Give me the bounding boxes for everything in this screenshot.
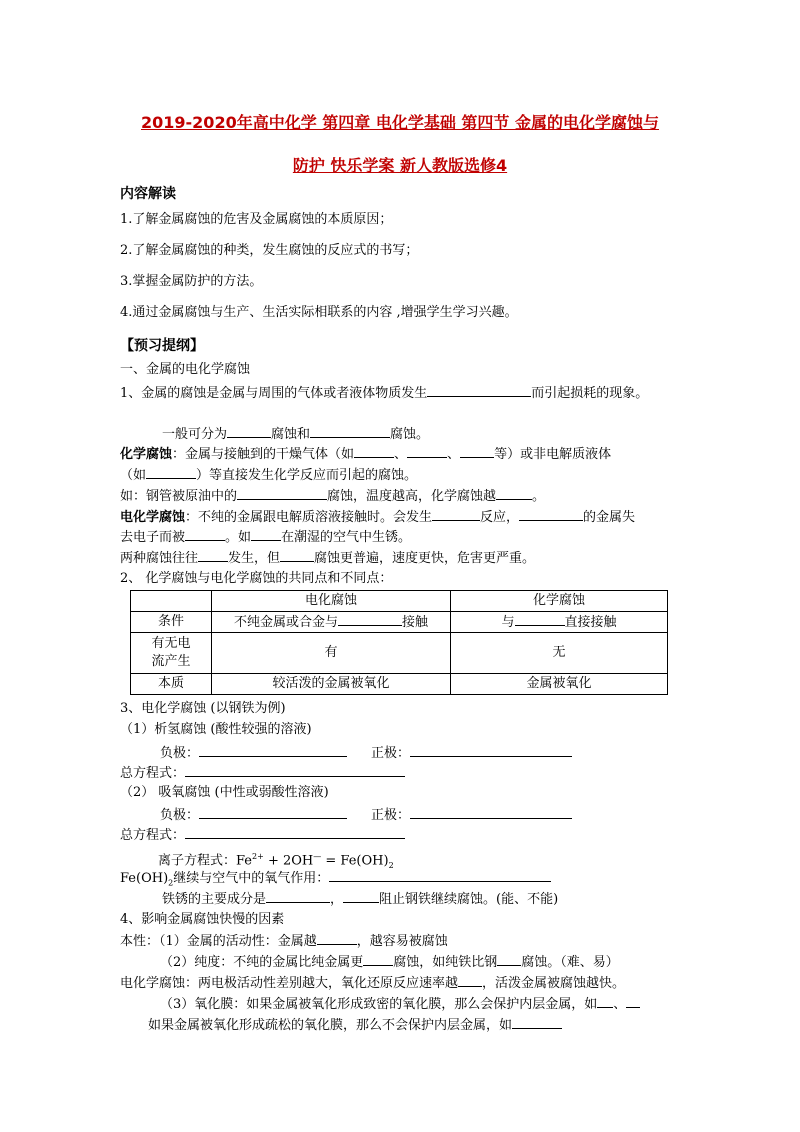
table-header-row [131,591,668,612]
both-line [120,549,535,568]
ec-text-a: 电化学腐蚀：两电极活动性差别越大，氧化还原反应速率越 [120,976,459,991]
general-text-c: 腐蚀。 [390,427,430,442]
h-pos-blank[interactable] [410,744,572,757]
rust-text-a: 铁锈的主要成分是 [162,892,267,907]
example-text-c: 。 [532,489,546,504]
example-blank-1[interactable] [237,487,327,500]
content-item-2: 2.了解金属腐蚀的种类，发生腐蚀的反应式的书写； [120,243,419,258]
elec2-text-a: 去电子而被 [120,530,186,545]
elec-corrosion-label: 电化学腐蚀 [120,510,186,525]
o-total-blank[interactable] [185,826,405,839]
feoh-blank[interactable] [329,869,551,882]
general-blank-2[interactable] [310,425,390,438]
example-text-b: 腐蚀，温度越高，化学腐蚀越 [327,489,497,504]
comparison-table [130,590,668,695]
example-blank-2[interactable] [496,487,532,500]
q3-heading: 3、电化学腐蚀 (以钢铁为例) [120,701,286,716]
elec2-text-b: 。如 [225,530,252,545]
current-label-2: 流产生 [151,654,191,669]
elec-text-c: 的金属失 [583,510,636,525]
table-cell-chem-current: 无 [451,633,668,674]
chem-corrosion-line-2 [120,466,417,485]
general-text-a: 一般可分为 [162,427,228,442]
nature-text-a: 本性：（1）金属的活动性：金属越 [120,934,317,949]
chem2-text-a: （如 [120,468,147,483]
title-line-2: 防护 快乐学案 新人教版选修4 [292,156,508,175]
oxide2-text-a: 如果金属被氧化形成疏松的氧化膜，那么不会保护内层金属，如 [148,1018,513,1033]
ec-blank[interactable] [458,974,482,987]
example-text-a: 如：钢管被原油中的 [120,489,238,504]
chem-corrosion-label: 化学腐蚀 [120,447,173,462]
h-electrodes-line [160,744,572,763]
elec2-text-c: 在潮湿的空气中生锈。 [281,530,412,545]
chem-blank-2[interactable] [407,445,447,458]
oxide-sep: 、 [613,997,627,1012]
h-neg-label: 负极： [160,746,200,761]
elec-blank-1[interactable] [432,508,480,521]
oxygen-corrosion-heading: （2） 吸氧腐蚀 (中性或弱酸性溶液) [120,785,329,800]
purity-blank-2[interactable] [497,953,521,966]
ionic-text-a: 离子方程式：Fe [158,853,253,869]
table-row [131,612,668,633]
part-1-heading: 一、金属的电化学腐蚀 [120,362,251,377]
electrochem-line [120,974,625,993]
purity-blank-1[interactable] [363,953,393,966]
general-line [162,425,429,444]
ec-text-b: ，活泼金属被腐蚀越快。 [482,976,626,991]
cell-text-c: 与 [501,614,515,630]
ionic-sub: 2 [388,860,394,870]
table-row-label-current [131,633,212,674]
elec-text-b: 反应， [480,510,520,525]
both-text-a: 两种腐蚀往往 [120,551,199,566]
oxide-blank-2[interactable] [626,995,640,1008]
table-row-label-essence: 本质 [131,674,212,695]
ionic-text-c: = Fe(OH) [321,853,389,869]
table-header-elec: 电化腐蚀 [212,591,451,612]
cell-blank-chem[interactable] [515,613,565,626]
elec-corrosion-line-2 [120,528,411,547]
purity-text-c: 腐蚀。（难、易） [521,955,619,970]
q4-heading: 4、影响金属腐蚀快慢的因素 [120,912,285,927]
table-header-chem: 化学腐蚀 [451,591,668,612]
o-total-label: 总方程式： [120,828,186,843]
oxide2-blank[interactable] [512,1016,562,1029]
table-cell-elec-condition [212,612,451,633]
nature-blank[interactable] [317,932,357,945]
chem-sep-1: 、 [394,447,408,462]
cell-text-b: 接触 [402,614,429,630]
chem-sep-2: 、 [447,447,461,462]
outline-heading: 【预习提纲】 [120,338,204,354]
content-item-1: 1.了解金属腐蚀的危害及金属腐蚀的本质原因； [120,212,393,227]
content-heading: 内容解读 [120,186,176,202]
ionic-sup-2: — [313,852,322,861]
rust-text-c: 阻止钢铁继续腐蚀。(能、不能) [379,892,559,907]
q1-text-b: 而引起损耗的现象。 [531,386,649,401]
hydrogen-corrosion-heading: （1）析氢腐蚀 (酸性较强的溶液) [120,722,312,737]
h-neg-blank[interactable] [199,744,347,757]
table-row-label-condition: 条件 [131,612,212,633]
elec-corrosion-line [120,508,635,527]
chem-blank-1[interactable] [354,445,394,458]
q1-text-a: 1、金属的腐蚀是金属与周围的气体或者液体物质发生 [120,386,428,401]
o-neg-blank[interactable] [199,806,347,819]
elec2-blank-1[interactable] [185,528,225,541]
purity-line [160,953,619,972]
table-row [131,633,668,674]
ionic-sup-1: 2+ [252,852,264,861]
both-blank-2[interactable] [280,549,314,562]
feoh-text-b: 继续与空气中的氧气作用： [173,871,330,886]
both-text-b: 发生，但 [228,551,281,566]
table-cell-chem-essence: 金属被氧化 [451,674,668,695]
oxide-text-a: （3）氧化膜：如果金属被氧化形成致密的氧化膜，那么会保护内层金属，如 [160,997,598,1012]
content-item-3: 3.掌握金属防护的方法。 [120,274,263,289]
general-blank-1[interactable] [227,425,271,438]
h-total-blank[interactable] [185,764,405,777]
rust-text-b: ， [330,892,344,907]
table-cell-chem-condition [451,612,668,633]
o-total-line [120,826,405,845]
feoh-text-a: Fe(OH) [120,871,169,886]
o-pos-blank[interactable] [410,806,572,819]
example-line [120,487,545,506]
chem2-blank[interactable] [146,466,196,479]
table-cell-elec-current: 有 [212,633,451,674]
table-corner [131,591,212,612]
chem-blank-3[interactable] [460,445,494,458]
cell-blank-elec[interactable] [338,613,402,626]
chem-corrosion-line [120,445,611,464]
h-total-line [120,764,405,783]
feoh-sub: 2 [168,878,174,888]
ionic-text-b: + 2OH [263,853,314,869]
q1-blank[interactable] [427,384,531,397]
elec-blank-2[interactable] [519,508,583,521]
title-line-1: 2019-2020年高中化学 第四章 电化学基础 第四节 金属的电化学腐蚀与 [141,113,659,132]
oxide-line-2 [148,1016,562,1035]
rust-blank-1[interactable] [266,890,330,903]
general-text-b: 腐蚀和 [271,427,311,442]
chem-text-a: ：金属与接触到的干燥气体（如 [172,447,355,462]
chem2-text-b: ）等直接发生化学反应而引起的腐蚀。 [196,468,418,483]
cell-text-a: 不纯金属或合金与 [233,614,338,630]
both-blank-1[interactable] [198,549,228,562]
nature-text-b: ，越容易被腐蚀 [356,934,448,949]
cell-text-d: 直接接触 [564,614,617,630]
chem-text-b: 等）或非电解质液体 [494,447,612,462]
oxide-line [160,995,640,1014]
q2-heading: 2、 化学腐蚀与电化学腐蚀的共同点和不同点： [120,571,393,586]
o-electrodes-line [160,806,572,825]
content-item-4: 4.通过金属腐蚀与生产、生活实际相联系的内容 ,增强学生学习兴趣。 [120,305,518,320]
o-neg-label: 负极： [160,808,200,823]
table-cell-elec-essence: 较活泼的金属被氧化 [212,674,451,695]
oxide-blank-1[interactable] [597,995,613,1008]
h-pos-label: 正极： [371,746,411,761]
table-row [131,674,668,695]
both-text-c: 腐蚀更普遍，速度更快，危害更严重。 [314,551,536,566]
rust-blank-2[interactable] [343,890,379,903]
current-label-1: 有无电 [151,636,191,651]
h-total-label: 总方程式： [120,766,186,781]
elec-text-a: ：不纯的金属跟电解质溶液接触时。会发生 [185,510,433,525]
purity-text-a: （2）纯度：不纯的金属比纯金属更 [160,955,364,970]
rust-line [162,890,558,909]
nature-line [120,932,448,951]
elec2-blank-2[interactable] [251,528,281,541]
o-pos-label: 正极： [371,808,411,823]
purity-text-b: 腐蚀，如纯铁比钢 [393,955,498,970]
q1-line [120,384,648,403]
